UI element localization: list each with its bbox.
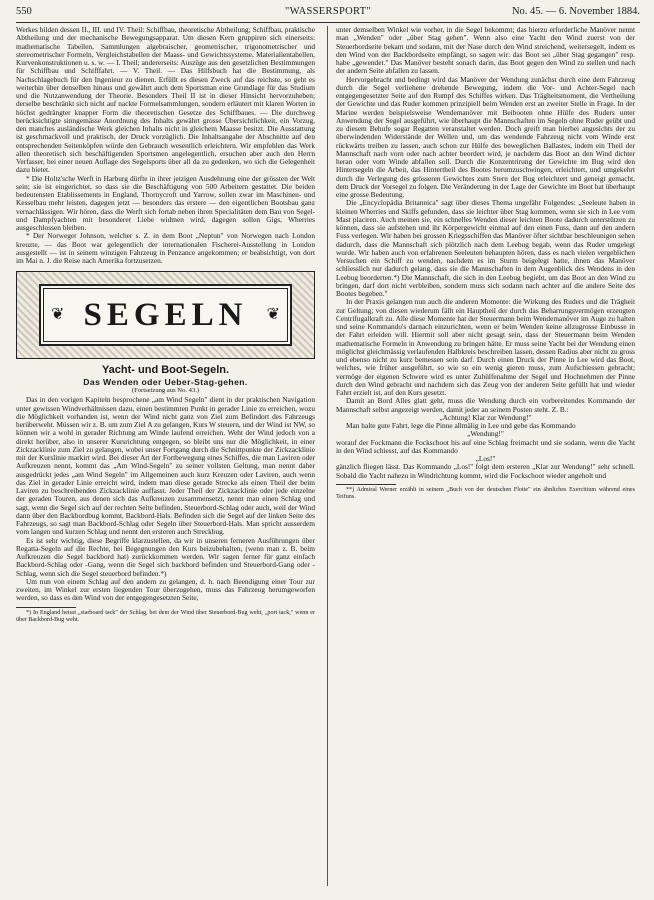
page-number: 550 <box>16 6 32 17</box>
footnote: *) In England heisst „starboard tack" der Schlag, bei dem der Wind über Steuerbord-Bug weht, „port tack," wenn er über Backbord-Bug weht. <box>16 609 315 623</box>
article-paragraph: worauf der Fockmann die Fockschoot bis auf eine Schlag freimacht und sie sodann, wenn die Yacht in den Wind schiesst, auf das Kommando <box>336 437 635 455</box>
article-paragraph: Die „Encyclopädia Britannica" sagt über dieses Thema ungefähr Folgendes: „Seeleute haben in kleinen Wherries und Skiffs gefunden, dass sie leichter über Stag kommen, wenn sie sich in Lee vom Mast placiren. Auch meinen sie, ein schnelles Wenden dieser leichten Boote dadurch unterstützen zu können, dass sie aufstehen und ihr Körpergewicht einmal auf den einen Fuss, dann auf den andern Fuss verlegen. Wir haben bei grossen Kriegsschiffen das Manöver öfter sichtbar beschleunigen sehen dadurch, dass die Mannschaft sich plötzlich nach dem Leebug begab, wenn das Ruder umgelegt wurde. Wir haben auch von erfahrenen Seeleuten behaupten hören, dass es nach vielen vergeblichen Versuchen ein Schiff zu wenden, nachdem es im Sturm beigelegt hatte, ihnen das Manöver schliesslich nur dadurch gelang, dass sie die Mannschaften in dem Augenblick des Wendens in den Leebug beorderten.*) Die Mannschaft, die sich in den Leebug begiebt, um das Boot an den Wind zu bringen, darf dort nicht verbleiben, sondern muss sich sodann nach achter auf die andere Seite des Bootes begeben." <box>336 198 635 298</box>
news-holtz-werft: * Die Holtz'sche Werft in Harburg dürfte in ihrer jetzigen Ausdehnung eine der grössten der Welt sein; sie ist eingerichtet, so dass sie die Beschäftigung von 500 Arbeitern gestattet. Die beiden bedeutensten Etablissements in England, Thornycroft und Yarrow, sollen zwar im Maschinen- und Kesselbau mehr leisten, dagegen jetzt — besonders das erstere — den eigentlichen Bootsbau ganz vernachlässigen. Wir hören, dass die Werft sich fortab neben ihren Specialitäten dem Bau von Segel- und Dampfyachten mit besonderer Liebe widmen wird, dagegen sollen Gigs, Wherries ausgeschlossen bleiben. <box>16 173 315 232</box>
article-paragraph: Man halte gute Fahrt, lege die Pinne allmälig in Lee und gebe das Kommando <box>346 421 576 430</box>
footnote: **) Admiral Werner erzählt in seinem „Buch von der deutschen Flotte" ein ähnliches Exercitium während eines Teifuns. <box>336 486 635 500</box>
article-paragraph: Es ist sehr wichtig, diese Begriffe klarzustellen, da wir in unseren ferneren Ausführungen über Regatta-Segeln auf die Rechte, bei Begegnungen den Kurs beizubehalten, (wenn man z. B. beim Aufkreuzen die Segel backbord hat) zurückkommen werden. Wir sagen ferner für ganz einfach Backbord-Schlag oder -Gang, wenn die Segel sich backbord befinden und Steuerbord-Gang oder -Schlag, wenn sich die Segel steuerbord befinden.*) <box>16 535 315 578</box>
ornament-left-icon: ❦ <box>51 306 65 324</box>
article-paragraph: Damit an Bord Alles glatt geht, muss die Wendung durch ein vorbereitendes Kommando der Mannschaft selbst angezeigt werden, damit jeder an seinem Posten steht. Z. B.: <box>336 396 635 414</box>
journal-title: "WASSERSPORT" <box>285 6 371 17</box>
article-paragraph: unter demselben Winkel wie vorher, in die Segel bekommt; das hierzu erforderliche Manöver nennt man „Wenden" oder „über Stag gehen". Wenn also eine Yacht den Wind zuerst von der Steuerbordseite bekam und sodann, mit der Nase durch den Wind streichend, weitersegelt, indem es den Wind von der Backbordseite empfängt, so sagen wir: das Boot sei „über Stag gegangen" resp. habe „gewendet." Das Manöver besteht sonach darin, das Boot gegen den Wind zu stellen und nach der andern Seite abfallen zu lassen. <box>336 26 635 76</box>
article-paragraph: In der Praxis gelangen nun auch die anderen Momente: die Wirkung des Ruders und die Trägheit zur Geltung; von diesen wiederum fällt ein Hauptheil der durch das Beharrungsvermögen erzeugten Centrifugalkraft zu. Alle diese Momente hat der Steuermann beim Wendemanöver im Auge zu halten und seine Kommando's darnach einzurichten, wenn er beim Wenden keine allzugrosse Einbusse in der Fahrt erleiden will. Hiermit soll aber nicht gesagt sein, dass der Steuermann beim Wenden mathematische Formeln in Anwendung zu bringen hätte. Er muss seine Yacht bei der Wendung einen möglichst gleichmässig verlaufenden Halbkreis beschreiben lassen, dessen Radius aber nicht zu gross und ebenso nicht zu kurz bemessen sein darf. Durch einen Druck der Pinne in Lee wird das Boot, welches, wie früher ausgeführt, so wie so ein wenig gieren muss, zum Aufschiessen gebracht; vermöge der eigenen Schwere wird es unter Zuhülfenahme der Segel und Hochnehmen der Pinne durch den Wind gebracht und nachdem sich das Zeug von der anderen Seite gefüllt hat und wieder Fahrt erzielt ist, auf den Kurs gesetzt. <box>336 297 635 397</box>
banner-title: SEGELN <box>83 297 248 334</box>
article-paragraph: Hervorgebracht und bedingt wird das Manöver der Wendung zunächst durch eine dem Fahrzeug durch die Segel verliehene drehende Bewegung, indem die Vor- und Achter-Segel nach entgegengesetzter Seite auf den Rumpf des Schiffes wirken. Das Trägheitsmoment, die Vertheilung der Gewichte und das Ruder kommen prinzipiell beim Wenden erst an zweiter Stelle in Frage. In der Marine werden beispielsweise Wendemanöver mit Beibooten ohne Hülfe des Ruders unter Anwendung der Segel ausgeführt, wie überhaupt die Mannschaften im Segeln ohne Ruder geübt und zu diesem Behufe sogar Regatten veranstaltet werden. Doch greift man hierbei angesichts der zu überwindenden Widerstände der Wellen und, um das wendende Fahrzeug nicht vom Winde erst rückwärts treiben zu lassen, auch schon zur Hülfe des beweglichen Ballastes, indem ein Theil der Mannschaft nach vorn oder nach achter beordert wird, je nachdem das Boot an den Wind dichter heran oder vom Winde abfallen soll. Durch die Konzentrirung der Gewichte im Bug wird den Hintersegeln die Arbeit, das Hintertheil des Bootes herumzuschwingen, erleichtert, und umgekehrt durch die Verlegung des grösseren Gewichtes zum Stern der Bug erleichtert und geneigt gemacht, dem Druck der Vorsegel zu folgen. Die Veränderung in der Lage der Gewichte im Boot hat überhaupt eine grosse Bedeutung. <box>336 74 635 199</box>
page-header <box>16 6 640 20</box>
ornament-right-icon: ❦ <box>266 306 280 324</box>
section-banner <box>16 271 315 359</box>
right-column <box>336 26 635 884</box>
article-paragraph: gänzlich fliegen lässt. Das Kommando „Los!" folgt dem ersteren „Klar zur Wendung!" sehr schnell. Sobald die Yacht nahezu in Windrichtung kommt, wird die Fockschoot wieder angeholt und <box>336 462 635 480</box>
article-subtitle: Das Wenden oder Ueber-Stag-gehen. <box>83 377 248 388</box>
command-line: „Wendung!" <box>467 429 504 439</box>
footnote-rule <box>16 607 76 608</box>
continuation-note: (Fortsetzung aus No. 43.) <box>131 387 200 395</box>
article-paragraph: Das in den vorigen Kapiteln besprochene „am Wind Segeln" dient in der praktischen Navigation unter gewissen Windverhältnissen dazu, einen bestimmten Punkt in gerader Linie zu erreichen, wozu die Möglichkeit vorhanden ist, wenn der Wind nicht ganz von Ziel zum Befindort des Fahrzeugs herüberweht. Müssen wir z. B. um zum Ziel A zu gelangen, Kurs W steuern, und der Wind ist NW, so können wir a wohl in gerader Richtung am Winde laufend erreichen. Weht der Wind jedoch von a direkt herüber, also in unserer Kursrichtung entgegen, so bleibt uns nur die Möglichkeit, in einer Zickzacklinie zum Ziel zu gelangen, wobei unser Fortgang durch die Schnittpunkte der Zickzacklinie mit der Kurslinie markirt wird. Bei dieser Art der Fortbewegung eines Schiffes, die man Laviren oder Aufkreuzen nennt, kommt das „Am Wind-Segeln" zu seiner vollsten Geltung, man nennt daher ausgedrückt jedes „am Wind Segeln" im Allgemeinen auch kurz Kreuzen oder Laviren, auch wenn das Ziel in gerader Linie erreicht wird, indem man diese gerade Strecke als einen Theil der beim Laviren zu beschreibenden Zickzacklinie auffasst. Jeder Theil der Zickzacklinie oder jede einzelne der geraden Touren, aus denen sich das Aufkreuzen zusammensetzt, nennt man einen Schlag und sagt, wenn die Segel sich auf der rechten Seite befinden, Steuerbord-Schlag oder auch, weil der Wind dann über den Backbordbug kommt, Backbord-Hals. Befinden sich die Segel auf der linken Seite des Fahrzeugs, so sagt man Backbord-Schlag oder Segeln über Steuerbord-Hals. Man spricht ausserdem vom langen und kurzen Schlag und nennt den ersteren auch Streckbug. <box>16 395 315 537</box>
news-johnson: * Der Norweger Johnson, welcher s. Z. in dem Boot „Neptun" von Norwegen nach London kreuzte, — das Boot war gelegentlich der internationalen Fischerei-Ausstellung in London ausgestellt — ist in seinem winzigen Fahrzeug in Penzance angekommen; er beabsichtigt, von dort im Mai n. J. die Reise nach Amerika fortzusetzen. <box>16 231 315 265</box>
command-line: „Los!" <box>475 454 496 463</box>
banner-frame <box>39 284 292 346</box>
footnote-rule <box>336 484 396 485</box>
article-paragraph: Um nun von einem Schlag auf den andern zu gelangen, d. h. nach Beendigung einer Tour zur zweiten, im Winkel zur ersten liegenden Tour überzugehen, muss das Fahrzeug herumgeworfen werden, so dass es den Wind von der entgegengesetzten Seite, <box>16 576 315 603</box>
left-column <box>16 26 315 886</box>
header-rule <box>16 22 640 23</box>
issue-date: No. 45. — 6. November 1884. <box>511 6 640 17</box>
review-paragraph: Werkes bilden dessen II., III. und IV. Theil: Schiffbau, theoretische Abtheilung; Schiffbau, praktische Abtheilung und der mechanische Bewegungsapparat. Um diesen Kern gruppiren sich einerseits: mathematische Tabellen, Sammlungen algebraischer, geometrischer, trigonometrischer und stereometrischer Formeln, Vergleichstabellen der Maass- und Gewichtssysteme, Materialientabellen, Kurvenkonstruktionen u. s. w. — I. Theil; andererseits: Auszüge aus den gesetzlichen Bestimmungen für Schiffbau und Schifffahrt. — V. Theil. — Das Hilfsbuch hat die Bestimmung, als Nachschlagebuch für den Ingenieur zu dienen. Erfüllt es diesen Zweck auf das reichste, so geht es weiterhin über denselben hinaus und gewährt auch dem Sportsman eine Grundlage für das Studium und die Nutzanwendung der Theorie. Besonders Theil II ist in dieser Hinsicht hervorzuheben; derselbe beschränkt sich nicht auf nackte Formelsammlungen, sondern erläutert mit klaren Worten in höchst gedrängter knapper Form die theoretischen Gesetze des Schiffbaues. — Die durchweg berücksichtigte sinngemässe Anordnung des Inhalts gewährt grosse Übersichtlichkeit, ein Vorzug, den manches ausländische Werk gleichen Inhalts nicht in gleichem Maasse besitzt. Die Ausstattung ist geschmackvoll und praktisch, der Druck vorzüglich. Die Inhaltsangabe der Abschnitte auf den entsprechenden Seitenköpfen würde den Gebrauch wesentlich erleichtern. Wir empfehlen das Werk allen theoretisch sich beschäftigenden Sportsmen angelegentlich, ersuchen aber auch den Herrn Verfasser, bei einer neuen Auflage des Segelsports über all da zu gedenken, wo sich die Gelegenheit dazu bietet. <box>16 26 315 175</box>
command-line: „Achtung! Klar zur Wendung!" <box>439 412 532 422</box>
article-title: Yacht- und Boot-Segeln. <box>101 364 230 377</box>
column-divider <box>327 26 328 886</box>
